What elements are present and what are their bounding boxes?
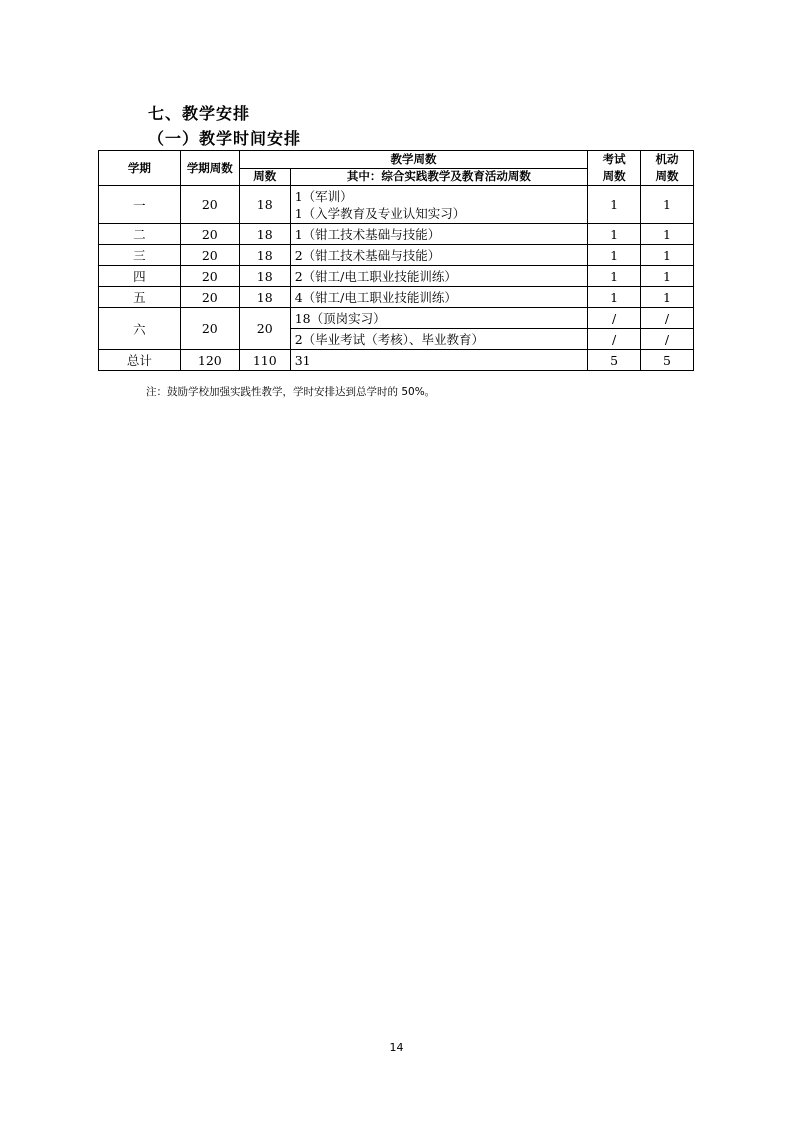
cell-flexible: 1 — [641, 224, 694, 245]
table-header-row — [99, 151, 694, 169]
table-row — [99, 266, 694, 287]
cell-weeks: 18 — [239, 245, 290, 266]
header-flexible-weeks-line1: 机动 — [655, 152, 679, 166]
cell-semester: 六 — [99, 308, 181, 350]
cell-semester: 五 — [99, 287, 181, 308]
cell-semester-weeks: 20 — [180, 287, 239, 308]
table-note: 注：鼓励学校加强实践性教学，学时安排达到总学时的 50%。 — [146, 386, 436, 398]
header-flexible-weeks-line2: 周数 — [655, 169, 679, 183]
cell-semester-weeks: 20 — [180, 245, 239, 266]
cell-semester-weeks: 20 — [180, 186, 239, 224]
cell-practice: 4（钳工/电工职业技能训练） — [290, 287, 587, 308]
cell-semester: 四 — [99, 266, 181, 287]
header-weeks: 周数 — [239, 168, 290, 186]
header-exam-weeks-line2: 周数 — [602, 169, 626, 183]
table-total-row — [99, 350, 694, 371]
practice-line: 1（军训） — [294, 188, 353, 204]
cell-total-label: 总计 — [99, 350, 181, 371]
cell-semester-weeks: 20 — [180, 266, 239, 287]
table-row — [99, 287, 694, 308]
subsection-title: （一）教学时间安排 — [148, 129, 302, 148]
header-flexible-weeks — [641, 151, 694, 186]
cell-weeks: 18 — [239, 266, 290, 287]
cell-weeks: 18 — [239, 186, 290, 224]
cell-semester-weeks: 20 — [180, 224, 239, 245]
cell-exam: 1 — [588, 186, 641, 224]
cell-total-practice: 31 — [290, 350, 587, 371]
cell-practice — [290, 186, 587, 224]
cell-weeks: 18 — [239, 287, 290, 308]
page-number: 14 — [389, 1041, 404, 1054]
cell-exam: / — [588, 329, 641, 350]
header-exam-weeks — [588, 151, 641, 186]
table-row — [99, 308, 694, 329]
cell-semester: 二 — [99, 224, 181, 245]
table-row — [99, 245, 694, 266]
cell-exam: 1 — [588, 245, 641, 266]
cell-flexible: 1 — [641, 266, 694, 287]
header-semester: 学期 — [99, 151, 181, 186]
cell-exam: 1 — [588, 266, 641, 287]
cell-semester: 三 — [99, 245, 181, 266]
section-title: 七、教学安排 — [148, 104, 251, 123]
cell-total-flexible: 5 — [641, 350, 694, 371]
cell-total-exam: 5 — [588, 350, 641, 371]
cell-semester-weeks: 20 — [180, 308, 239, 350]
cell-flexible: 1 — [641, 287, 694, 308]
cell-flexible: 1 — [641, 245, 694, 266]
cell-exam: 1 — [588, 224, 641, 245]
cell-total-semester-weeks: 120 — [180, 350, 239, 371]
cell-practice: 18（顶岗实习） — [290, 308, 587, 329]
header-practice-weeks: 其中：综合实践教学及教育活动周数 — [290, 168, 587, 186]
cell-practice: 2（钳工技术基础与技能） — [290, 245, 587, 266]
cell-semester: 一 — [99, 186, 181, 224]
header-semester-weeks: 学期周数 — [180, 151, 239, 186]
cell-exam: 1 — [588, 287, 641, 308]
table-row — [99, 224, 694, 245]
cell-flexible: / — [641, 308, 694, 329]
cell-exam: / — [588, 308, 641, 329]
table-row — [99, 186, 694, 224]
cell-practice: 1（钳工技术基础与技能） — [290, 224, 587, 245]
cell-flexible: 1 — [641, 186, 694, 224]
cell-weeks: 20 — [239, 308, 290, 350]
cell-total-weeks: 110 — [239, 350, 290, 371]
header-exam-weeks-line1: 考试 — [602, 152, 626, 166]
header-teaching-weeks: 教学周数 — [239, 151, 587, 169]
cell-flexible: / — [641, 329, 694, 350]
practice-line: 1（入学教育及专业认知实习） — [294, 205, 466, 221]
teaching-schedule-table — [98, 150, 694, 371]
cell-practice: 2（钳工/电工职业技能训练） — [290, 266, 587, 287]
cell-practice: 2（毕业考试（考核）、毕业教育） — [290, 329, 587, 350]
cell-weeks: 18 — [239, 224, 290, 245]
